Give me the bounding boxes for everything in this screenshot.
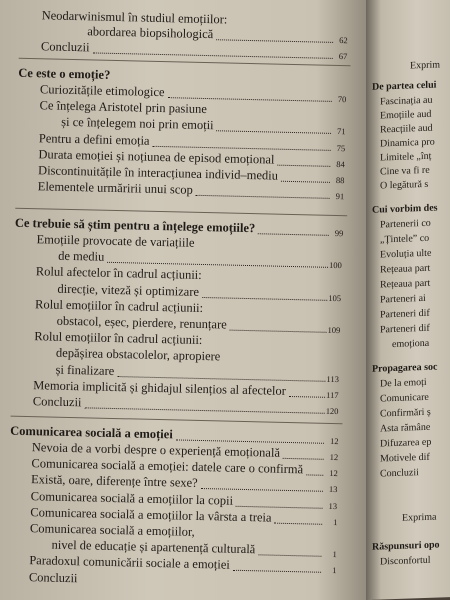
- toc-entry: Exprim: [410, 59, 440, 72]
- toc-entry: Există, oare, diferențe între sexe?: [30, 472, 198, 491]
- toc-entry: Paradoxul comunicării sociale a emoției: [29, 553, 231, 573]
- toc-entry: De la emoți: [380, 376, 427, 390]
- toc-entry: Concluzii: [28, 569, 78, 585]
- toc-entry: Parteneri ai: [380, 292, 426, 306]
- page-number: 1: [332, 565, 337, 576]
- page-number: 1: [333, 516, 338, 527]
- toc-entry: obstacol, eșec, pierdere, renunțare: [56, 313, 227, 332]
- page-number: 12: [329, 435, 339, 447]
- leader-dots: [84, 406, 324, 413]
- page-number: 113: [326, 373, 340, 384]
- leader-dots: [201, 487, 323, 492]
- toc-entry: Neodarwinismul în studiul emoțiilor:: [41, 8, 228, 27]
- toc-entry: Asta rămâne: [380, 421, 431, 435]
- right-page: [366, 0, 450, 600]
- toc-entry: Rețeaua part: [380, 277, 431, 291]
- toc-entry: Concluzii: [40, 39, 90, 55]
- page-number: 100: [328, 260, 342, 271]
- toc-entry: Reacțiile aud: [380, 122, 433, 136]
- toc-entry: Rolul afectelor în cadrul acțiunii:: [35, 264, 202, 283]
- toc-entry: emoționa: [392, 337, 430, 351]
- toc-entry: Motivele dif: [380, 451, 430, 465]
- toc-entry: de mediu: [58, 248, 105, 264]
- section-title: Cui vorbim des: [372, 202, 438, 216]
- leader-dots: [216, 38, 333, 43]
- section-title: Ce este o emoție?: [18, 65, 111, 82]
- toc-entry: direcție, viteză și optimizare: [57, 281, 200, 299]
- toc-entry: O legătură s: [380, 178, 429, 192]
- toc-entry: Comunicarea socială a emoțiilor la copii: [30, 488, 234, 508]
- toc-entry: Pentru a defini emoția: [38, 130, 150, 148]
- toc-entry: Comunicarea socială a emoțiilor la vârsta a treia: [30, 504, 272, 525]
- leader-dots: [281, 180, 330, 183]
- section-title: Propagarea soc: [372, 361, 438, 375]
- page-number: 75: [336, 142, 346, 153]
- toc-entry: Concluzii: [32, 394, 82, 410]
- section-title: Comunicarea socială a emoției: [10, 423, 173, 442]
- toc-entry: Nevoia de a vorbi despre o experiență emoțională: [31, 440, 281, 460]
- page-number: 88: [335, 174, 345, 186]
- toc-entry: Comunicare: [380, 391, 429, 405]
- leader-dots: [233, 569, 321, 573]
- toc-entry: Ce înțelega Aristotel prin pasiune: [39, 98, 208, 117]
- toc-entry: Dinamica pro: [380, 136, 435, 150]
- toc-entry: Evoluția ulte: [380, 247, 432, 261]
- leader-dots: [258, 554, 321, 557]
- leader-dots: [289, 395, 325, 398]
- leader-dots: [274, 521, 322, 524]
- page-number: 99: [334, 227, 344, 239]
- page-number: 71: [336, 126, 346, 137]
- toc-entry: Difuzarea ep: [380, 436, 432, 450]
- page-number: 91: [335, 191, 345, 202]
- leader-dots: [92, 51, 332, 58]
- toc-entry: Memoria implicită și ghidajul silențios al afectelor: [33, 377, 287, 398]
- toc-entry: Rolul emoțiilor în cadrul acțiunii:: [34, 296, 204, 315]
- leader-dots: [230, 329, 327, 333]
- page-number: 1: [332, 549, 337, 560]
- page-number: 117: [326, 389, 339, 400]
- toc-entry: Fascinația au: [380, 94, 433, 108]
- leader-dots: [202, 296, 327, 301]
- page-number: 12: [329, 451, 339, 463]
- leader-dots: [306, 474, 323, 476]
- toc-entry: depășirea obstacolelor, apropiere: [55, 346, 221, 364]
- section-divider: [19, 58, 351, 67]
- toc-entry: Comunicarea socială a emoției: datele care o confirmă: [31, 456, 304, 477]
- toc-entry: Comunicarea socială a emoțiilor,: [29, 521, 195, 539]
- section-title: Ce trebuie să știm pentru a înțelege emoțiile?: [14, 215, 256, 236]
- toc-entry: Parteneri dif: [380, 307, 430, 321]
- page-number: 70: [337, 94, 347, 105]
- page-number: 105: [328, 292, 342, 303]
- section-title: De partea celui: [372, 79, 437, 93]
- toc-entry: Curiozitățile etimologice: [39, 82, 165, 100]
- page-number: 109: [327, 324, 341, 336]
- toc-entry: Emoțiile provocate de variațiile: [36, 232, 195, 250]
- toc-entry: și ce înțelegem noi prin emoții: [61, 115, 214, 133]
- toc-entry: Confirmări ș: [380, 406, 431, 420]
- toc-entry: Discontinuitățile în interacțiunea individ–mediu: [37, 163, 279, 183]
- toc-entry: Limitele „înț: [380, 150, 432, 164]
- page-number: 67: [338, 51, 348, 62]
- leader-dots: [196, 194, 330, 199]
- page-number: 12: [329, 468, 338, 479]
- toc-entry: abordarea biopsihologică: [87, 24, 214, 42]
- leader-dots: [258, 232, 329, 236]
- toc-entry: Disconfortul: [380, 554, 431, 568]
- toc-entry: Elementele urmăririi unui scop: [37, 179, 194, 197]
- leader-dots: [277, 163, 330, 166]
- section-divider: [15, 208, 347, 217]
- toc-entry: nivel de educație și apartenență culturală: [51, 537, 256, 557]
- toc-entry: Durata emoției și noțiunea de episod emoțional: [38, 147, 275, 167]
- section-divider: [11, 416, 343, 425]
- page-number: 13: [328, 484, 338, 495]
- page-number: 120: [325, 405, 339, 417]
- page-number: 13: [328, 500, 338, 511]
- toc-entry: Partenerii co: [380, 217, 431, 231]
- toc-entry: Cine va fi re: [380, 164, 430, 178]
- toc-entry: Emoțiile aud: [380, 108, 432, 122]
- leader-dots: [236, 504, 323, 508]
- toc-entry: Rețeaua part: [380, 262, 431, 276]
- page-number: 62: [339, 35, 348, 46]
- toc-entry: „Țintele” co: [380, 232, 430, 246]
- toc-entry: Parteneri dif: [380, 322, 430, 336]
- toc-entry: Exprima: [402, 511, 437, 524]
- toc-entry: Concluzii: [380, 467, 419, 480]
- section-title: Răspunsuri opo: [372, 539, 440, 553]
- toc-entry: și finalizare: [55, 362, 115, 378]
- toc-entry: Rolul emoțiilor în cadrul acțiunii:: [34, 329, 203, 348]
- leader-dots: [216, 130, 331, 135]
- page-number: 84: [336, 158, 345, 169]
- leader-dots: [283, 457, 324, 460]
